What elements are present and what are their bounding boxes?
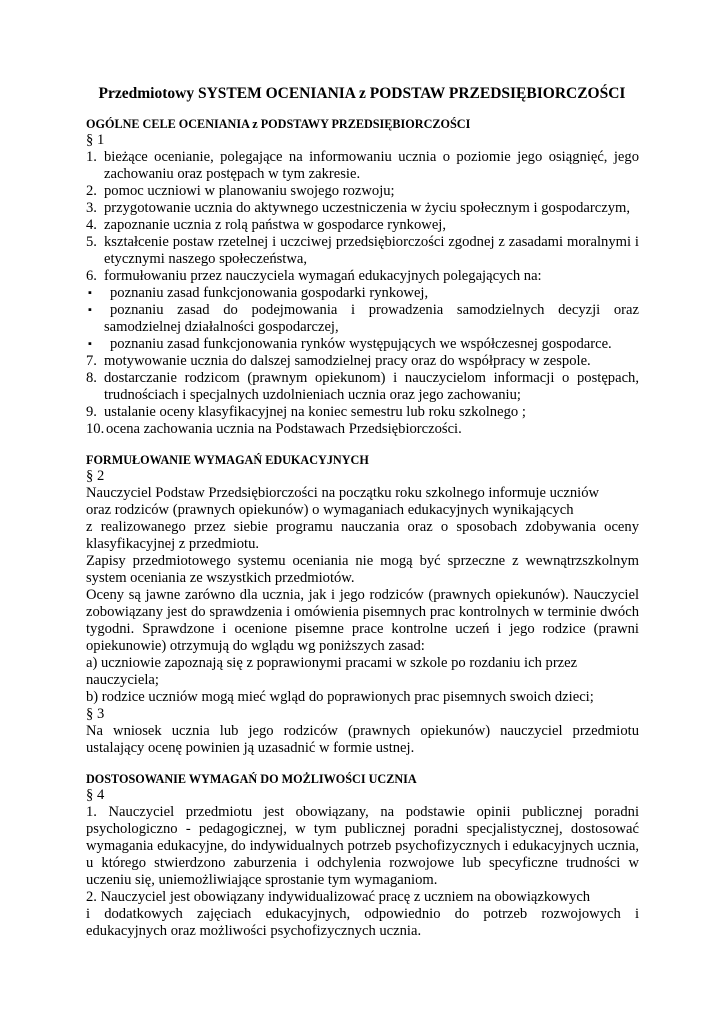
bullet-continuation: samodzielnej działalności gospodarczej, (104, 319, 339, 335)
paragraph-sign-4: § 4 (86, 787, 105, 803)
text-line: Nauczyciel Podstaw Przedsiębiorczości na początku roku szkolnego informuje uczniów (86, 485, 600, 501)
document-body (86, 117, 639, 940)
list-item: 3. przygotowanie ucznia do aktywnego uczestniczenia w życiu społecznym i gospodarczym, (86, 200, 630, 216)
text-paragraph: b) rodzice uczniów mogą mieć wgląd do poprawionych prac pisemnych swoich dzieci; (86, 689, 594, 705)
paragraph-sign-3: § 3 (86, 706, 105, 722)
section-heading-adjustment: DOSTOSOWANIE WYMAGAŃ DO MOŻLIWOŚCI UCZNIA (86, 772, 417, 786)
square-bullet-icon: ▪ (88, 304, 92, 316)
section-heading-goals: OGÓLNE CELE OCENIANIA z PODSTAWY PRZEDSIĘBIORCZOŚCI (86, 117, 471, 131)
text-line: 2. Nauczyciel jest obowiązany indywidualizować pracę z uczniem na obowiązkowych (86, 889, 591, 905)
text-paragraph: 1. Nauczyciel przedmiotu jest obowiązany, na podstawie opinii publicznej poradni psychologiczno - pedagogicznej, w tym publicznej poradni specjalistycznej, dostosować wymagania edukacyjne, do indywidualnych potrzeb psychofizycznych i edukacyjnych ucznia, u którego stwierdzono zaburzenia i odchylenia rozwojowe lub specyficzne trudności w uczeniu się, uniemożliwiające sprostanie tym wymaganiom. (86, 804, 639, 888)
list-item: 6. formułowaniu przez nauczyciela wymagań edukacyjnych polegających na: (86, 268, 542, 284)
list-item: 9. ustalanie oceny klasyfikacyjnej na koniec semestru lub roku szkolnego ; (86, 404, 526, 420)
list-item: 4. zapoznanie ucznia z rolą państwa w gospodarce rynkowej, (86, 217, 446, 233)
text-paragraph: z realizowanego przez siebie programu nauczania oraz o sposobach zdobywania oceny klasyfikacyjnej z przedmiotu. (86, 519, 639, 552)
text-paragraph: Na wniosek ucznia lub jego rodziców (prawnych opiekunów) nauczyciel przedmiotu ustalający ocenę powinien ją uzasadnić w formie ustnej. (86, 723, 639, 756)
list-item: 7. motywowanie ucznia do dalszej samodzielnej pracy oraz do współpracy w zespole. (86, 353, 591, 369)
list-item: 1. bieżące ocenianie, polegające na informowaniu ucznia o poziomie jego osiągnięć, jego zachowaniu oraz postępach w tym zakresie. (86, 149, 639, 182)
paragraph-sign-2: § 2 (86, 468, 105, 484)
list-item: 5. kształcenie postaw rzetelnej i uczciwej przedsiębiorczości zgodnej z zasadami moralnymi i etycznymi naszego społeczeństwa, (86, 234, 639, 267)
list-item: 2. pomoc uczniowi w planowaniu swojego rozwoju; (86, 183, 395, 199)
square-bullet-icon: ▪ (88, 338, 92, 350)
section-heading-requirements: FORMUŁOWANIE WYMAGAŃ EDUKACYJNYCH (86, 453, 369, 467)
text-paragraph: i dodatkowych zajęciach edukacyjnych, odpowiednio do potrzeb rozwojowych i edukacyjnych oraz możliwości psychofizycznych ucznia. (86, 906, 639, 939)
text-paragraph: Oceny są jawne zarówno dla ucznia, jak i jego rodziców (prawnych opiekunów). Nauczyciel zobowiązany jest do sprawdzenia i omówienia pisemnych prac kontrolnych w terminie dwóch tygodni. Sprawdzone i ocenione pisemne prace kontrolne uczeń i jego rodzice (prawni opiekunowie) otrzymują do wglądu wg poniższych zasad: (86, 587, 639, 654)
list-item: 8. dostarczanie rodzicom (prawnym opiekunom) i nauczycielom informacji o postępach, trudnościach i specjalnych uzdolnieniach ucznia oraz jego zachowaniu; (86, 370, 639, 403)
bullet-item: ▪ poznaniu zasad do podejmowania i prowadzenia samodzielnych decyzji oraz (88, 302, 639, 318)
bullet-item: ▪ poznaniu zasad funkcjonowania rynków występujących we współczesnej gospodarce. (88, 336, 612, 352)
text-paragraph: a) uczniowie zapoznają się z poprawionymi pracami w szkole po rozdaniu ich przez nauczyciela; (86, 655, 578, 688)
list-item: 10. ocena zachowania ucznia na Podstawach Przedsiębiorczości. (86, 421, 462, 437)
square-bullet-icon: ▪ (88, 287, 92, 299)
text-paragraph: Zapisy przedmiotowego systemu oceniania nie mogą być sprzeczne z wewnątrzszkolnym system oceniania ze wszystkich przedmiotów. (86, 553, 639, 586)
bullet-item: ▪ poznaniu zasad funkcjonowania gospodarki rynkowej, (88, 285, 429, 301)
paragraph-sign-1: § 1 (86, 132, 105, 148)
document-title: Przedmiotowy SYSTEM OCENIANIA z PODSTAW PRZEDSIĘBIORCZOŚCI (98, 85, 626, 102)
text-line: oraz rodziców (prawnych opiekunów) o wymaganiach edukacyjnych wynikających (86, 502, 574, 518)
